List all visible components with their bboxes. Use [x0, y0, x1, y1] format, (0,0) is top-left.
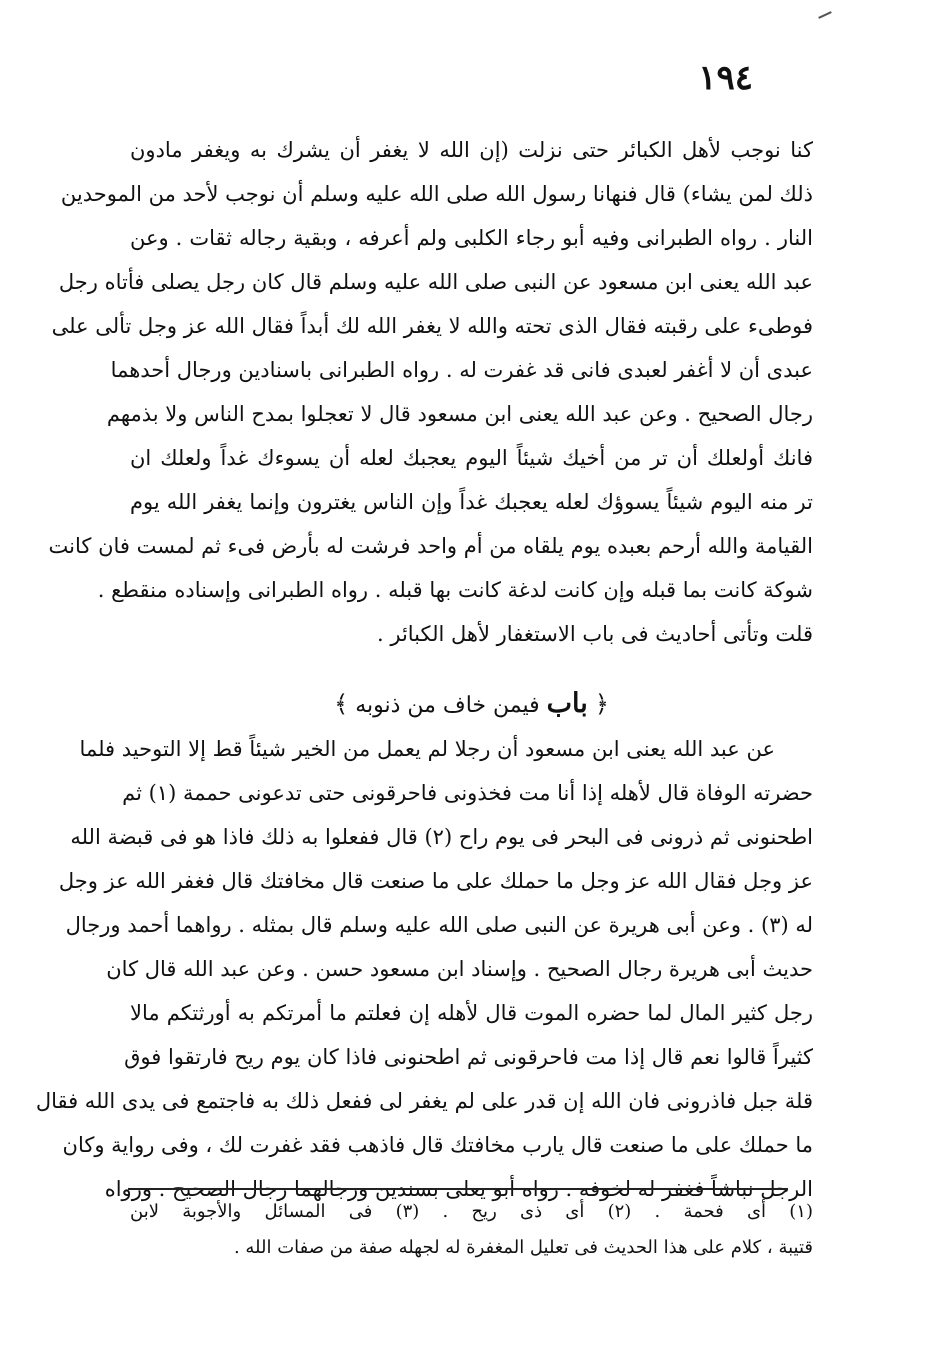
text-line: كثيراً قالوا نعم قال إذا مت فاحرقونى ثم اطحنونى فاذا كان يوم ريح فارتقوا فوق [124, 1045, 813, 1069]
pencil-mark [818, 11, 832, 19]
text-line: عبدى أن لا أغفر لعبدى فانى قد غفرت له . رواه الطبرانى باسنادين ورجال أحدهما [110, 358, 813, 382]
chapter-heading [300, 682, 643, 726]
text-line: فوطىء على رقبته فقال الذى تحته والله لا يغفر الله لك أبداً فقال الله عز وجل تألى على [51, 314, 813, 338]
text-line: ذلك لمن يشاء) قال فنهانا رسول الله صلى الله عليه وسلم أن نوجب لأحد من الموحدين [60, 182, 813, 206]
heading-bab: باب [546, 688, 588, 719]
text-line: القيامة والله أرحم بعبده يوم يلقاه من أم واحد فرشت له بأرض فىء ثم لمست فان كانت [48, 534, 813, 558]
footnote-line: قتيبة ، كلام على هذا الحديث فى تعليل المغفرة له لجهله صفة من صفات الله . [233, 1237, 813, 1258]
text-line: حضرته الوفاة قال لأهله إذا أنا مت فخذونى فاحرقونى حتى تدعونى حممة (١) ثم [122, 781, 813, 805]
text-line: شوكة كانت بما قبله وإن كانت لدغة كانت بها قبله . رواه الطبرانى وإسناده منقطع . [97, 578, 813, 602]
paragraph-2 [35, 727, 813, 1211]
footnotes [130, 1194, 813, 1266]
text-line: فانك أولعلك أن تر من أخيك شيئاً اليوم يعجبك لعله أن يسوءك غداً ولعلك ان [130, 446, 813, 470]
text-line: قلت وتأتى أحاديث فى باب الاستغفار لأهل الكبائر . [377, 622, 813, 646]
text-line: قلة جبل فاذرونى فان الله إن قدر على لم يغفر لى ففعل ذلك به فاجتمع فى يدى الله فقال [35, 1089, 813, 1113]
text-line: النار . رواه الطبرانى وفيه أبو رجاء الكلبى ولم أعرفه ، وبقية رجاله ثقات . وعن [130, 226, 813, 250]
text-line: عن عبد الله يعنى ابن مسعود أن رجلا لم يعمل من الخير شيئاً قط إلا التوحيد فلما [79, 737, 775, 761]
page-number: ١٩٤ [698, 58, 753, 98]
text-line: ما حملك على ما صنعت قال يارب مخافتك قال فاذهب فقد غفرت لك ، وفى رواية وكان [62, 1133, 813, 1157]
text-line: عبد الله يعنى ابن مسعود عن النبى صلى الله عليه وسلم قال كان رجل يصلى فأتاه رجل [58, 270, 813, 294]
text-line: الرجل نباشاً فغفر له لخوفه . رواه أبو يعلى بسندين ورجالهما رجال الصحيح . ورواه [104, 1177, 813, 1201]
footnote-line: (١) أى فحمة . (٢) أى ذى ريح . (٣) فى المسائل والأجوبة لابن [130, 1201, 813, 1222]
text-line: حديث أبى هريرة رجال الصحيح . وإسناد ابن مسعود حسن . وعن عبد الله قال كان [106, 957, 813, 981]
heading-title: فيمن خاف من ذنوبه [355, 693, 540, 718]
text-line: كنا نوجب لأهل الكبائر حتى نزلت (إن الله لا يغفر أن يشرك به ويغفر مادون [130, 138, 813, 162]
heading-open-bracket: ﴿ [594, 690, 609, 718]
text-line: رجل كثير المال لما حضره الموت قال لأهله إن فعلتم ما أمرتكم به أورثتكم مالا [130, 1001, 813, 1025]
paragraph-1 [48, 128, 813, 656]
text-line: عز وجل فقال الله عز وجل ما حملك على ما صنعت قال مخافتك قال فغفر الله عز وجل [58, 869, 813, 893]
footnote-separator [128, 1188, 788, 1190]
heading-close-bracket: ﴾ [334, 690, 349, 718]
text-line: تر منه اليوم شيئاً يسوؤك لعله يعجبك غداً وإن الناس يغترون وإنما يغفر الله يوم [130, 490, 813, 514]
text-line: له (٣) . وعن أبى هريرة عن النبى صلى الله عليه وسلم قال بمثله . رواهما أحمد ورجال [65, 913, 813, 937]
text-line: اطحنونى ثم ذرونى فى البحر فى يوم راح (٢) قال ففعلوا به ذلك فاذا هو فى قبضة الله [70, 825, 813, 849]
text-line: رجال الصحيح . وعن عبد الله يعنى ابن مسعود قال لا تعجلوا بمدح الناس ولا بذمهم [106, 402, 813, 426]
